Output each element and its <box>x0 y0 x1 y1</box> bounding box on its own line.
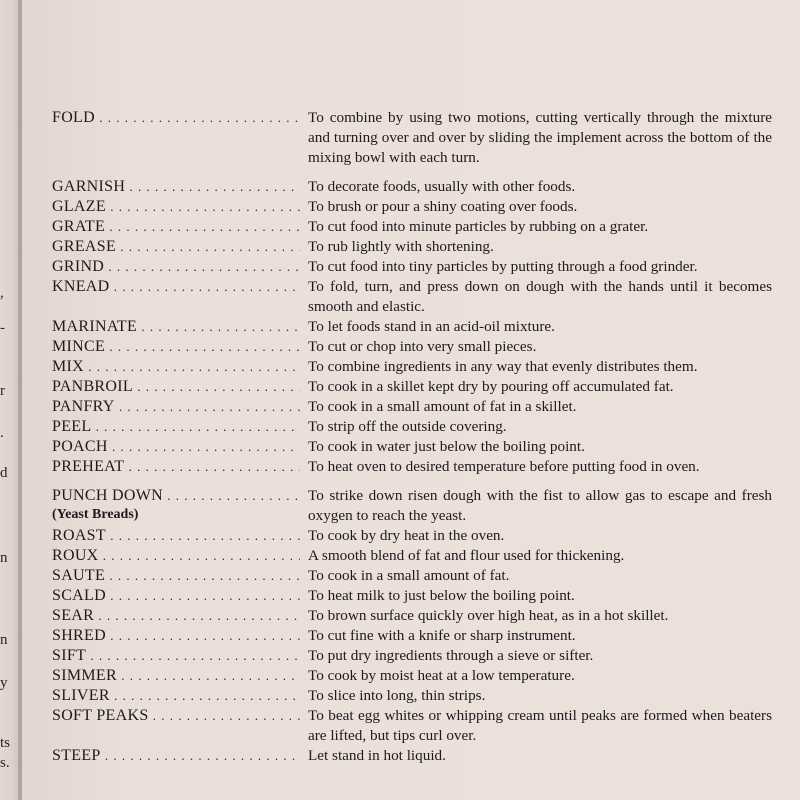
glossary-entry <box>52 457 772 477</box>
glossary-term: GREASE . . . <box>52 237 300 257</box>
glossary-term: SCALD . . . <box>52 586 300 606</box>
glossary-definition: To strike down risen dough with the fist to allow gas to escape and fresh oxygen to reach the yeast. <box>308 487 772 524</box>
glossary-definition: To strip off the outside covering. <box>308 418 507 435</box>
glossary-term: POACH . . . <box>52 437 300 457</box>
glossary-term: GRATE . . . <box>52 217 300 237</box>
glossary-entry <box>52 337 772 357</box>
glossary-term: SLIVER . . . <box>52 686 300 706</box>
glossary-definition: To put dry ingredients through a sieve or sifter. <box>308 647 594 664</box>
glossary-term: FOLD . . . <box>52 108 300 128</box>
glossary-entry <box>52 486 772 526</box>
glossary-definition: To cut fine with a knife or sharp instrument. <box>308 627 576 644</box>
glossary-term: MINCE . . . <box>52 337 300 357</box>
glossary-entry <box>52 746 772 766</box>
left-page-fragment: n <box>0 550 8 566</box>
glossary-definition: To cut food into minute particles by rubbing on a grater. <box>308 218 649 235</box>
glossary-subterm: (Yeast Breads) <box>52 507 139 522</box>
glossary-term: PANFRY . . . <box>52 397 300 417</box>
glossary-term: SIMMER . . . <box>52 666 300 686</box>
glossary-entry <box>52 197 772 217</box>
glossary-term: GARNISH . . . <box>52 177 300 197</box>
glossary-entry <box>52 586 772 606</box>
glossary-definition: To cook by dry heat in the oven. <box>308 527 505 544</box>
glossary-entry <box>52 686 772 706</box>
left-page-fragment: d <box>0 465 8 481</box>
left-page-fragment: s. <box>0 755 10 771</box>
glossary-entry <box>52 257 772 277</box>
glossary-entry <box>52 217 772 237</box>
glossary-entry <box>52 666 772 686</box>
glossary-definition: To combine ingredients in any way that evenly distributes them. <box>308 358 698 375</box>
left-page-fragment: . <box>0 425 4 441</box>
glossary-term: ROUX . . . <box>52 546 300 566</box>
cooking-terms-glossary <box>52 108 772 766</box>
glossary-definition: To fold, turn, and press down on dough with the hands until it becomes smooth and elastic. <box>308 278 772 315</box>
glossary-entry <box>52 317 772 337</box>
glossary-entry <box>52 526 772 546</box>
glossary-term: GRIND . . . <box>52 257 300 277</box>
glossary-entry <box>52 626 772 646</box>
glossary-definition: To cook by moist heat at a low temperature. <box>308 667 575 684</box>
glossary-term: STEEP . . . <box>52 746 300 766</box>
glossary-term: PANBROIL . . . <box>52 377 300 397</box>
glossary-entry <box>52 417 772 437</box>
left-page-fragment: y <box>0 675 8 691</box>
left-page-fragment: , <box>0 285 4 301</box>
glossary-term: SIFT . . . <box>52 646 300 666</box>
glossary-term: PREHEAT . . . <box>52 457 300 477</box>
left-page-fragment: r <box>0 383 5 399</box>
glossary-definition: To beat egg whites or whipping cream until peaks are formed when beaters are lifted, but tips curl over. <box>308 707 772 744</box>
glossary-entry <box>52 546 772 566</box>
glossary-entry <box>52 277 772 317</box>
glossary-definition: To cut or chop into very small pieces. <box>308 338 537 355</box>
glossary-term: SHRED . . . <box>52 626 300 646</box>
glossary-definition: Let stand in hot liquid. <box>308 747 446 764</box>
glossary-definition: A smooth blend of fat and flour used for thickening. <box>308 547 625 564</box>
glossary-entry <box>52 437 772 457</box>
glossary-definition: To combine by using two motions, cutting vertically through the mixture and turning over and over by sliding the implement across the bottom of the mixing bowl with each turn. <box>308 109 772 166</box>
left-page-fragment: n <box>0 632 8 648</box>
glossary-entry <box>52 397 772 417</box>
glossary-term: SEAR . . . <box>52 606 300 626</box>
glossary-entry <box>52 606 772 626</box>
glossary-definition: To slice into long, thin strips. <box>308 687 486 704</box>
glossary-definition: To let foods stand in an acid-oil mixture. <box>308 318 555 335</box>
glossary-definition: To cut food into tiny particles by putting through a food grinder. <box>308 258 698 275</box>
glossary-term: SAUTE . . . <box>52 566 300 586</box>
glossary-definition: To cook in a skillet kept dry by pouring off accumulated fat. <box>308 378 674 395</box>
glossary-term: GLAZE . . . <box>52 197 300 217</box>
left-page-fragment: - <box>0 320 5 336</box>
glossary-term: ROAST . . . <box>52 526 300 546</box>
glossary-definition: To heat milk to just below the boiling point. <box>308 587 575 604</box>
glossary-term: KNEAD . . . <box>52 277 300 297</box>
glossary-definition: To heat oven to desired temperature before putting food in oven. <box>308 458 700 475</box>
glossary-term: PEEL . . . <box>52 417 300 437</box>
glossary-term: PUNCH DOWN . . . <box>52 486 300 506</box>
glossary-term: MARINATE . . . <box>52 317 300 337</box>
glossary-entry <box>52 108 772 168</box>
left-page-fragment: ts <box>0 735 11 751</box>
glossary-entry <box>52 706 772 746</box>
glossary-entry <box>52 377 772 397</box>
glossary-term: SOFT PEAKS . . . <box>52 706 300 726</box>
glossary-entry <box>52 237 772 257</box>
glossary-definition: To brush or pour a shiny coating over foods. <box>308 198 578 215</box>
glossary-definition: To cook in a small amount of fat. <box>308 567 510 584</box>
glossary-entry <box>52 357 772 377</box>
glossary-entry <box>52 177 772 197</box>
glossary-definition: To rub lightly with shortening. <box>308 238 494 255</box>
glossary-definition: To cook in a small amount of fat in a skillet. <box>308 398 577 415</box>
glossary-definition: To brown surface quickly over high heat, as in a hot skillet. <box>308 607 669 624</box>
glossary-term: MIX . . . <box>52 357 300 377</box>
glossary-definition: To cook in water just below the boiling point. <box>308 438 585 455</box>
glossary-entry <box>52 646 772 666</box>
glossary-entry <box>52 566 772 586</box>
glossary-definition: To decorate foods, usually with other foods. <box>308 178 576 195</box>
